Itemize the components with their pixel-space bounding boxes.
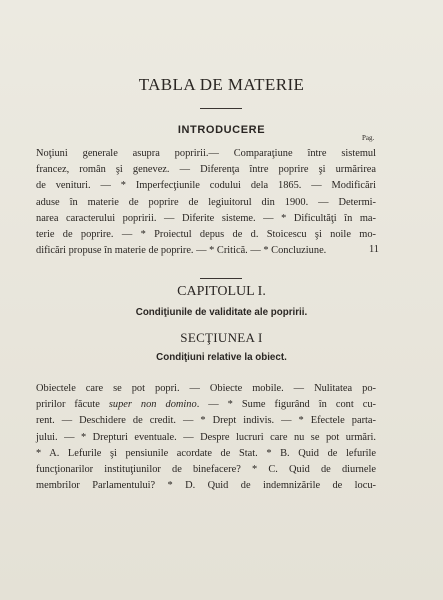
text-line: narea caracterului popririi. — Diferite sisteme. — * Dificultăţi în ma- — [36, 212, 376, 224]
text-line — [36, 397, 376, 413]
text-line: de venituri. — * Imperfecţiunile codului dela 1865. — Modificări — [36, 180, 376, 192]
section-subtitle: Condiţiuni relative la obiect. — [156, 352, 287, 363]
chapter-subtitle: Condiţiunile de validitate ale popririi. — [135, 307, 308, 318]
title-divider — [200, 108, 242, 109]
page-title: TABLA DE MATERIE — [138, 75, 305, 94]
text-line: Obiectele care se pot popri. — Obiecte mobile. — Nulitatea po- — [36, 383, 376, 394]
text-line: rent. — Deschidere de credit. — * Drept indivis. — * Efectele parta- — [36, 415, 376, 427]
page-number: 11 — [369, 244, 380, 255]
text-line: Noţiuni generale asupra popririi.— Comparaţiune între sistemul — [36, 148, 376, 159]
text-line: terie de poprire. — * Proiectul depus de d. Stoicescu şi noile mo- — [36, 228, 376, 240]
section-summary — [36, 381, 376, 494]
introduction-heading: INTRODUCERE — [177, 124, 266, 136]
latin-phrase: super non domino — [108, 399, 197, 411]
text-line: aduse în materie de poprire de legiuitorul din 1900. — Determi- — [36, 196, 376, 208]
text-line: dificări propuse în materie de poprire. — * Critică. — * Concluziune. — [36, 245, 327, 257]
text-line: jului. — * Drepturi eventuale. — Despre lucruri care nu se pot urmări. — [36, 431, 376, 443]
chapter-divider — [200, 278, 242, 279]
text-segment: . — * Sume figurând în cont cu- — [196, 399, 376, 411]
introduction-summary — [36, 146, 376, 259]
text-line: funcţionarilor instituţiunilor de binefacere? * C. Quid de diurnele — [36, 463, 376, 475]
text-line: membrilor Parlamentului? * D. Quid de indemnizările de locu- — [36, 480, 376, 492]
text-line: * A. Lefurile şi pensiunile acordate de Stat. * B. Quid de lefurile — [36, 447, 376, 459]
section-heading: SECŢIUNEA I — [180, 330, 263, 345]
chapter-heading: CAPITOLUL I. — [177, 284, 266, 299]
text-line: francez, român şi genevez. — Diferenţa între poprire şi urmărirea — [36, 164, 376, 176]
text-segment: pririlor făcute — [36, 399, 109, 411]
page-column-label: Pag. — [362, 134, 375, 142]
